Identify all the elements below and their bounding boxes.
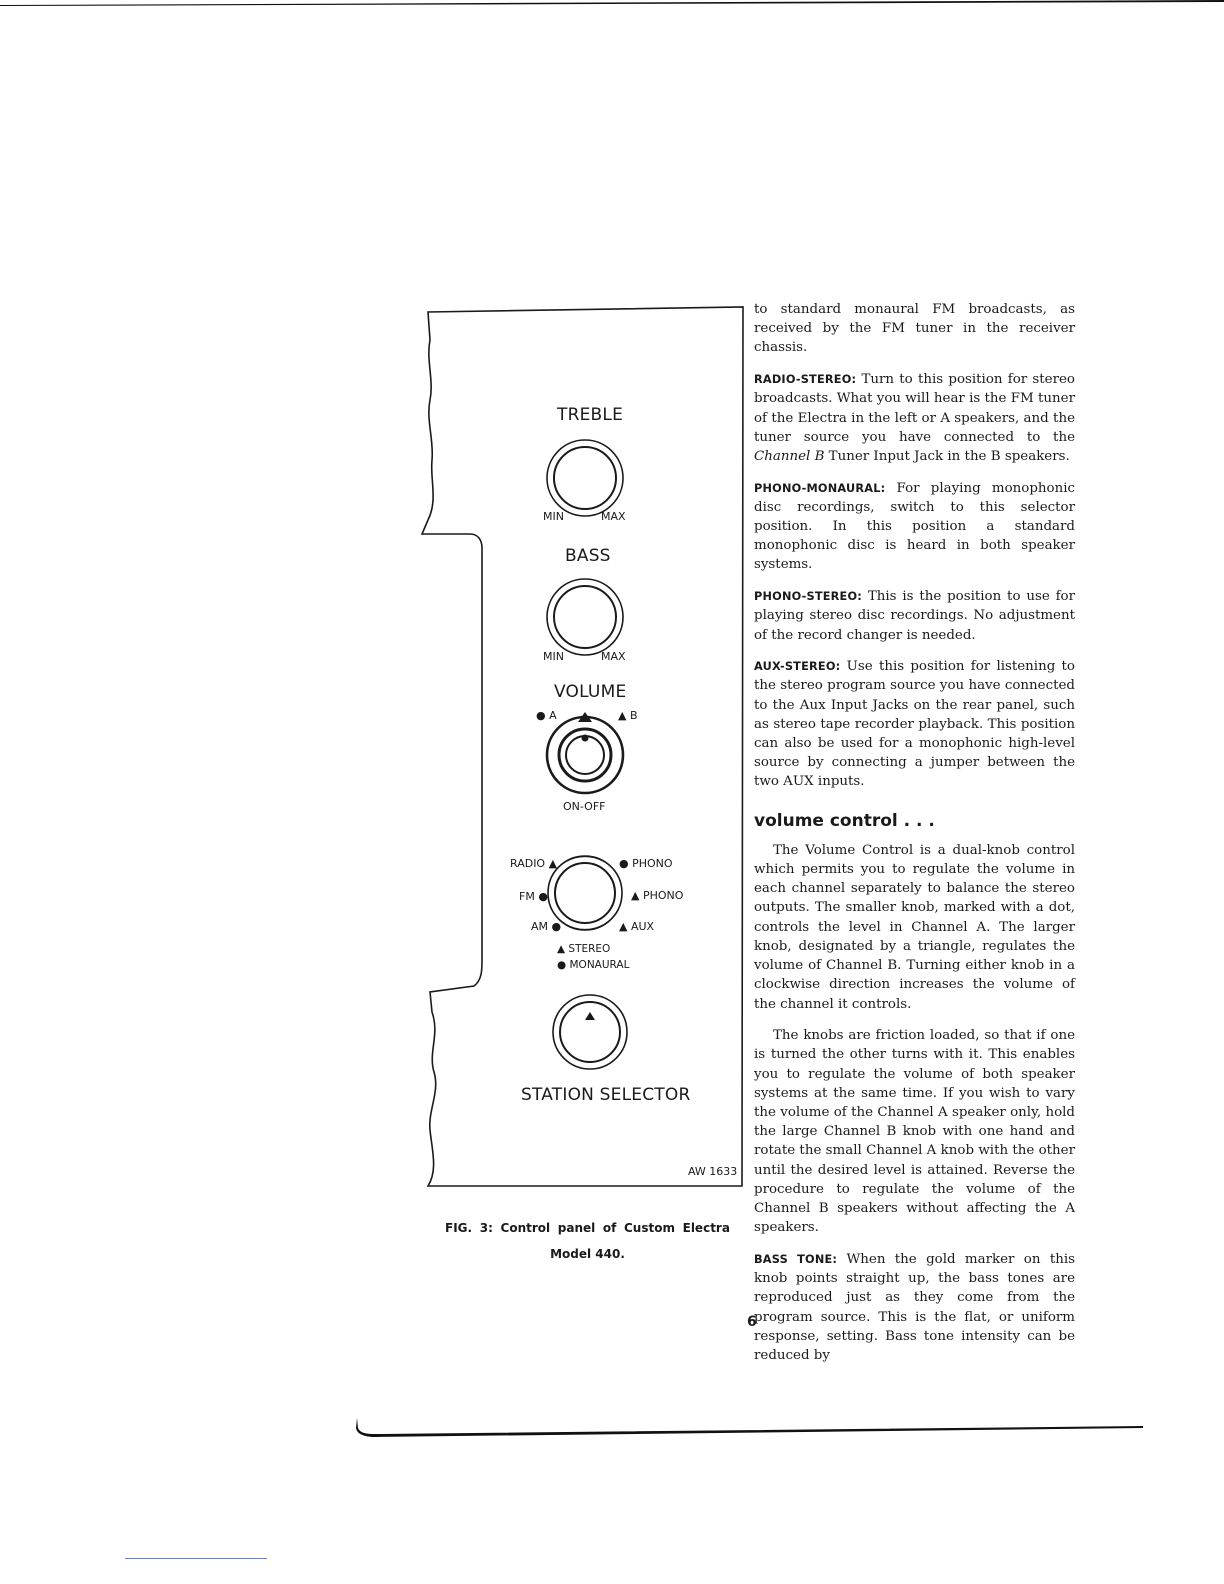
selector-phono-stereo-label: ▲ PHONO	[631, 889, 684, 902]
legend-stereo-label: ▲ STEREO	[557, 943, 611, 955]
caption-word: of	[602, 1221, 617, 1235]
caption-line-2: Model 440.	[550, 1247, 625, 1261]
caption-line-1	[445, 1215, 730, 1241]
aux-stereo-term: AUX-STEREO:	[754, 660, 841, 674]
bass-label: BASS	[565, 546, 611, 566]
on-off-label: ON-OFF	[563, 800, 606, 813]
part-number-label: AW 1633	[688, 1165, 738, 1178]
bass-knob	[547, 579, 623, 655]
panel-outline	[422, 307, 743, 1186]
phono-monaural-paragraph	[754, 479, 1075, 575]
blue-underline-rule	[125, 1558, 267, 1559]
volume-control-heading: volume control . . .	[754, 810, 935, 831]
volume-paragraph-1: The Volume Control is a dual-knob control which permits you to regulate the volume in each channel separately to balance the stereo outputs. The smaller knob, marked with a dot, controls the level in Channel A. The larger knob, designated by a triangle, regulates the volume of Channel B. Turning either knob in a clockwise direction increases the volume of the channel it controls.	[754, 842, 1075, 1012]
phono-monaural-body: For playing monophonic disc recordings, switch to this selector position. In this position a standard monophonic disc is heard in both speaker systems.	[754, 480, 1075, 573]
caption-word: Custom	[624, 1221, 675, 1235]
phono-monaural-term: PHONO-MONAURAL:	[754, 481, 886, 495]
caption-word: 3:	[479, 1221, 493, 1235]
bass-max-label: MAX	[601, 650, 626, 663]
radio-stereo-paragraph	[754, 370, 1075, 466]
caption-word: Control	[500, 1221, 551, 1235]
phono-stereo-paragraph	[754, 587, 1075, 645]
caption-word: FIG.	[445, 1221, 473, 1235]
selector-fm-label: FM ●	[519, 890, 548, 903]
volume-label: VOLUME	[554, 682, 627, 702]
selector-aux-label: ▲ AUX	[619, 920, 655, 933]
selector-am-label: AM ●	[531, 920, 562, 933]
channel-b-italic: Channel B	[754, 448, 825, 464]
text-column	[754, 300, 1075, 1378]
station-selector-label: STATION SELECTOR	[521, 1085, 691, 1105]
bass-tone-term: BASS TONE:	[754, 1252, 838, 1266]
selector-phono-mono-label: ● PHONO	[619, 857, 673, 870]
bass-tone-paragraph	[754, 1250, 1075, 1365]
treble-min-label: MIN	[543, 510, 564, 523]
top-edge-rule	[0, 0, 1224, 6]
station-selector-knob	[553, 995, 627, 1069]
aux-stereo-paragraph	[754, 657, 1075, 791]
treble-knob	[547, 440, 623, 516]
radio-stereo-term: RADIO-STEREO:	[754, 373, 857, 387]
aux-stereo-body: Use this position for listening to the stereo program source you have connected to the Aux Input Jacks on the rear panel, such as stereo tape recorder playback. This position can also be used for a monophonic high-level source by connecting a jumper between the two AUX inputs.	[754, 659, 1075, 790]
volume-channel-a-label: ● A	[536, 709, 557, 722]
radio-stereo-body-end: Tuner Input Jack in the B speakers.	[824, 448, 1070, 464]
phono-stereo-body: This is the position to use for playing stereo disc recordings. No adjustment of the record changer is needed.	[754, 589, 1075, 643]
figure-caption	[445, 1215, 730, 1267]
intro-paragraph: to standard monaural FM broadcasts, as received by the FM tuner in the receiver chassis.	[754, 302, 1075, 356]
phono-stereo-term: PHONO-STEREO:	[754, 590, 862, 604]
legend-monaural-label: ● MONAURAL	[557, 959, 630, 971]
treble-max-label: MAX	[601, 510, 626, 523]
bottom-edge-rule	[355, 1418, 1145, 1438]
treble-label: TREBLE	[557, 405, 624, 425]
bass-min-label: MIN	[543, 650, 564, 663]
bass-tone-body: When the gold marker on this knob points straight up, the bass tones are reproduced just as they come from the program source. This is the flat, or uniform response, setting. Bass tone intensity can be reduced by	[754, 1251, 1075, 1363]
volume-paragraph-2: The knobs are friction loaded, so that if one is turned the other turns with it. This enables you to regulate the volume of both speaker systems at the same time. If you wish to vary the volume of the Channel A speaker only, hold the large Channel B knob with one hand and rotate the small Channel A knob with the other until the desired level is attained. Reverse the procedure to regulate the volume of the Channel B speakers without affecting the A speakers.	[754, 1028, 1075, 1236]
radio-stereo-body: Turn to this position for stereo broadcasts. What you will hear is the FM tuner of the Electra in the left or A speakers, and the tuner source you have connected to the	[754, 372, 1075, 445]
caption-word: panel	[557, 1221, 596, 1235]
caption-word: Electra	[682, 1221, 730, 1235]
selector-radio-label: RADIO ▲	[510, 857, 558, 870]
volume-channel-b-label: ▲ B	[618, 709, 638, 722]
page-number: 6	[747, 1314, 757, 1330]
control-panel-illustration	[415, 300, 750, 1200]
